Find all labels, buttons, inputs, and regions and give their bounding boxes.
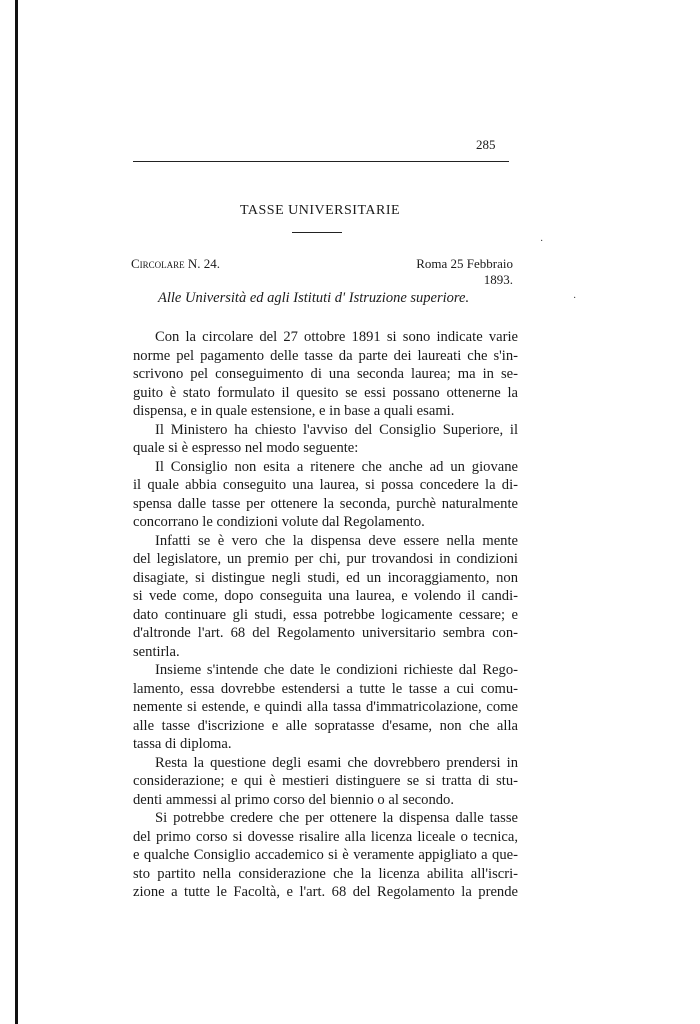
text-line: quale si è espresso nel modo seguente: <box>133 440 359 456</box>
text-line: concorrano le condizioni volute dal Regolamento. <box>133 514 425 530</box>
text-line: Resta la questione degli esami che dovrebbero prendersi in <box>155 754 518 771</box>
stray-mark: · <box>573 293 577 304</box>
text-line: tassa di diploma. <box>133 736 232 752</box>
text-line: dato continuare gli studi, essa potrebbe logicamente cessare; e <box>133 606 518 623</box>
text-line: del primo corso si dovesse risalire alla licenza liceale o tecnica, <box>133 828 518 845</box>
text-line: guito è stato formulato il quesito se essi possano ottenerne la <box>133 384 518 401</box>
place-date: Roma 25 Febbraio 1893. <box>416 256 513 287</box>
text-line: del legislatore, un premio per chi, pur trovandosi in condizioni <box>133 551 518 567</box>
text-line: dispensa, e in quale estensione, e in base a quali esami. <box>133 403 455 419</box>
text-line: denti ammessi al primo corso del biennio o al secondo. <box>133 791 454 808</box>
text-line: alle tasse d'iscrizione e alle sopratasse d'esame, non che alla <box>133 717 518 734</box>
text-line: disagiate, si distingue negli studi, ed un incoraggiamento, non <box>133 569 518 586</box>
text-line: lamento, essa dovrebbe estendersi a tutte le tasse a cui comu- <box>133 680 518 697</box>
text-line: Infatti se è vero che la dispensa deve essere nella mente <box>155 532 518 549</box>
text-line: Con la circolare del 27 ottobre 1891 si sono indicate varie <box>155 329 518 345</box>
text-line: Il Consiglio non esita a ritenere che anche ad un giovane <box>155 458 518 475</box>
text-line: sto partito nella considerazione che la licenza abilita all'iscri- <box>133 865 518 882</box>
text-line: spensa dalle tasse per ottenere la seconda, purchè naturalmente <box>133 495 518 512</box>
text-line: Si potrebbe credere che per ottenere la dispensa dalle tasse <box>155 810 518 826</box>
text-line: Insieme s'intende che date le condizioni richieste dal Rego- <box>155 662 518 678</box>
text-line: il quale abbia conseguito una laurea, si possa concedere la di- <box>133 477 518 493</box>
text-line: sentirla. <box>133 643 180 660</box>
text-line: nemente si estende, e quindi alla tassa d'immatricolazione, come <box>133 699 518 715</box>
text-line: scrivono pel conseguimento di una seconda laurea; ma in se- <box>133 366 518 382</box>
text-line: d'altronde l'art. 68 del Regolamento universitario sembra con- <box>133 625 518 641</box>
header-rule <box>133 161 509 162</box>
addressee: Alle Università ed agli Istituti d' Istruzione superiore. <box>158 290 470 306</box>
text-line: considerazione; e qui è mestieri distinguere se si tratta di stu- <box>133 773 518 789</box>
title-rule <box>292 232 342 233</box>
text-line: norme pel pagamento delle tasse da parte dei laureati che s'in- <box>133 347 518 364</box>
text-line: si vede come, dopo conseguita una laurea, e volendo il candi- <box>133 588 518 604</box>
text-line: zione a tutte le Facoltà, e l'art. 68 del Regolamento la prende <box>133 884 518 900</box>
page-binding-edge <box>0 0 18 1024</box>
section-title: TASSE UNIVERSITARIE <box>239 203 401 218</box>
page-number: 285 <box>476 137 496 152</box>
stray-mark: · <box>540 236 544 247</box>
text-line: Il Ministero ha chiesto l'avviso del Consiglio Superiore, il <box>155 421 518 438</box>
text-line: e qualche Consiglio accademico si è veramente appigliato a que- <box>133 847 518 863</box>
body-text <box>133 328 518 902</box>
circular-number: Circolare N. 24. <box>131 256 221 271</box>
